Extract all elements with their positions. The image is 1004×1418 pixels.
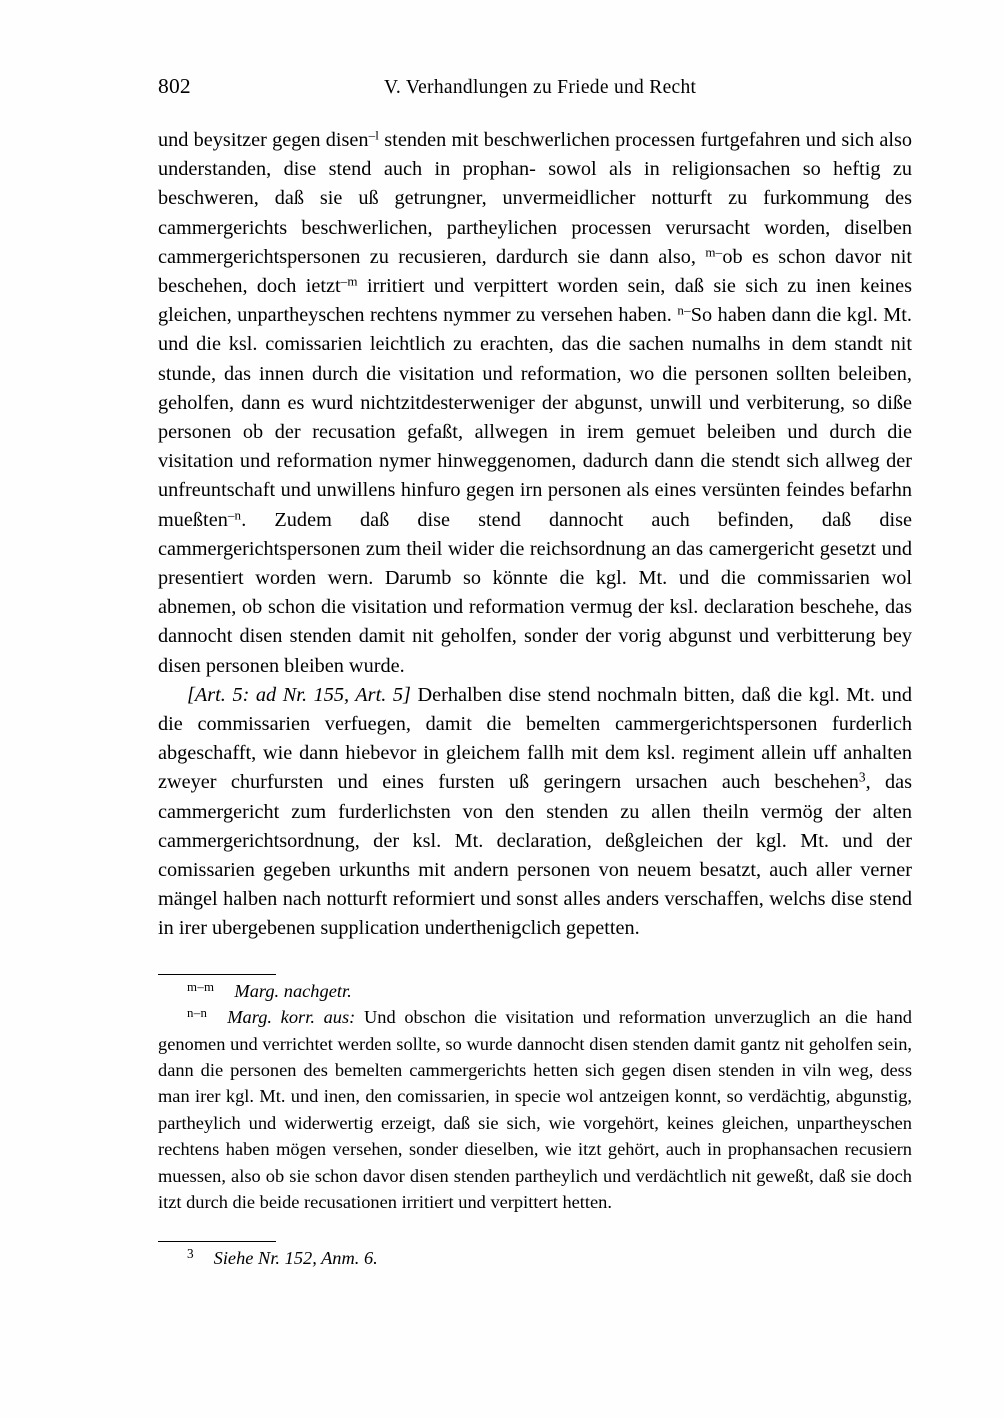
p1-segment-1: und beysitzer gegen disen	[158, 129, 369, 151]
apparatus-text-n: Und obschon die visitation und reformation unverzuglich an die hand genomen und verrichtet werden sollte, so wurde dannocht disen stenden damit gantz nit geholfen sein, dann die personen des bemelten cammergerichts hetten sich gegen disen stenden in viln weg, dess man irer kgl. Mt. und inen, den comissarien, in specie wol antzeigen konnt, so verdächtig, abgunstig, partheylich und widerwertig erzeigt, daß sie sich, wie vorgehört, keines gleichen, unpartheyschen rechtens haben mögen versehen, sonder dieselben, wie itzt gehört, auch in prophansachen recusiern muessen, also ob sie schon davor disen stenden partheylich und verdächtlich nit geweßt, daß sie doch itzt durch die beide recusationen irritiert und verpittert hetten.	[158, 1007, 912, 1212]
apparatus-entry-m	[158, 978, 912, 1004]
p1-segment-6: . Zudem daß dise stend dannocht auch befinden, daß dise cammergerichtspersonen zum theil wider die reichsordnung an das camergericht gesetzt und presentiert worden wern. Darumb so könnte die kgl. Mt. und die commissarien wol abnemen, ob schon die visitation und reformation vermug der ksl. declaration beschehe, das dannocht disen stenden damit nit geholfen, sonder der vorig abgunst und verbitterung bey disen personen bleiben wurde.	[158, 508, 912, 677]
siglum-n-close: –n	[227, 506, 242, 522]
siglum-m-close: –m	[340, 273, 358, 289]
footnote-rule	[158, 1241, 276, 1242]
p1-segment-2: stenden mit beschwerlichen processen furtgefahren und sich also understanden, dise stend auch in prophan- sowol als in religionsachen so heftig zu beschweren, daß sie uß getrungner, unvermeidlicher notturft zu furkommung des cammergerichts beschwerlichen, partheylichen processen verursacht worden, diselben cammergerichtspersonen zu recusieren, dardurch sie dann also,	[158, 129, 912, 268]
p2-segment-1: Derhalben dise stend nochmaln bitten, daß die kgl. Mt. und die commissarien verfuegen, damit die bemelten cammergerichtspersonen furderlich abgeschafft, wie dann hiebevor in gleichem fallh mit dem ksl. regiment allein uff anhalten zweyer churfursten und eines fursten uß geringern ursachen auch beschehen	[158, 683, 912, 794]
siglum-l-close: –l	[368, 127, 380, 143]
p1-segment-3: ob es schon davor nit beschehen, doch ietzt	[158, 245, 912, 298]
p1-segment-5: So haben dann die kgl. Mt. und die ksl. comissarien leichtlich zu erachten, das die sachen numalhs in dem standt nit stunde, das innen durch die visitation und reformation, wo die personen sollten beleiben, geholfen, dann es wurd nichtzitdesterweniger der abgunst, unwill und verbiterung, so diße personen ob der recusation gefaßt, allwegen in irem gemuet beleiben und durch die visitation und reformation nymer hinweggenomen, dadurch dann die stendt sich allweg der unfreuntschaft und unwillens hinfuro gegen irn personen als eines versünten feindes befarhn mueßten	[158, 304, 913, 531]
apparatus-siglum-n: n–n	[187, 1006, 208, 1021]
p2-segment-2: , das cammergericht zum furderlichsten von den stenden zu allen theiln vermög der alten cammergerichtsordnung, der ksl. Mt. declaration, deßgleichen der kgl. Mt. und der comissarien gegeben urkunths mit andern personen von neuem besatzt, auch aller verner mängel halben nach notturft reformiert und sonst alles anders verschaffen, welchs dise stend in irer ubergebenen supplication underthenigclich gepetten.	[158, 771, 912, 940]
running-title: V. Verhandlungen zu Friede und Recht	[384, 77, 697, 98]
footnotes	[158, 1241, 912, 1271]
apparatus-label-m: Marg. nachgetr.	[234, 980, 352, 1001]
page-content	[158, 74, 912, 1272]
footnote-text-3: Siehe Nr. 152, Anm. 6.	[213, 1248, 378, 1269]
footnote-reference-3[interactable]: 3	[858, 770, 866, 786]
body-text	[158, 126, 912, 944]
apparatus-rule	[158, 974, 276, 975]
footnote-entry-3	[158, 1245, 912, 1271]
apparatus-entry-n	[158, 1004, 912, 1215]
siglum-n-open: n–	[677, 302, 691, 318]
article-marker: [Art. 5: ad Nr. 155, Art. 5]	[187, 683, 411, 706]
running-head: 802 V. Verhandlungen zu Friede und Recht	[158, 74, 697, 98]
footnote-number-3: 3	[187, 1246, 194, 1262]
apparatus-label-n: Marg. korr. aus:	[227, 1007, 356, 1028]
paragraph-1	[158, 126, 912, 681]
p1-segment-4: irritiert und verpittert worden sein, daß sie sich zu inen keines gleichen, unpartheyschen rechtens nymmer zu versehen haben.	[158, 275, 912, 327]
apparatus-siglum-m: m–m	[187, 979, 215, 994]
critical-apparatus	[158, 974, 912, 1216]
siglum-m-open: m–	[705, 244, 723, 260]
paragraph-2	[158, 681, 912, 944]
